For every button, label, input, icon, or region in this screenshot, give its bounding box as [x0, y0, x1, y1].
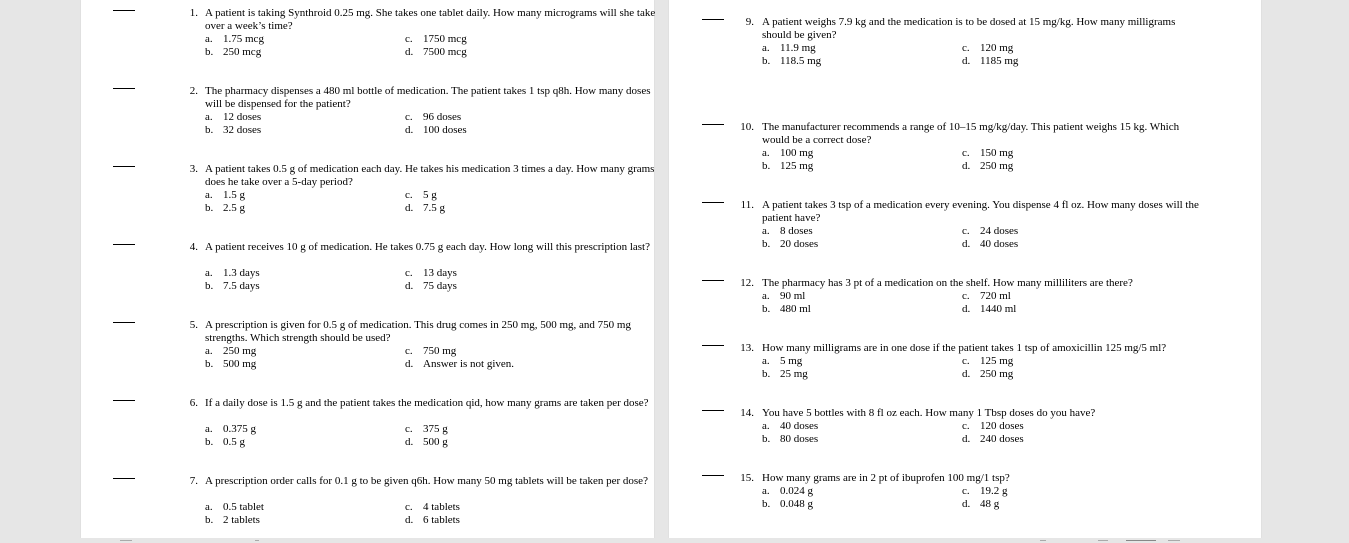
- option-b: b. 118.5 mg: [762, 55, 822, 67]
- document-page-left: [81, 0, 654, 538]
- option-a: a. 5 mg: [762, 355, 803, 367]
- option-b: b. 0.048 g: [762, 498, 813, 510]
- option-a: a. 250 mg: [205, 345, 257, 357]
- answer-blank[interactable]: [113, 478, 135, 479]
- answer-blank[interactable]: [702, 410, 724, 411]
- question-number: 15.: [740, 472, 754, 484]
- status-bar-mark: [1168, 540, 1180, 541]
- option-d: d. 250 mg: [962, 368, 1014, 380]
- question-text: A patient weighs 7.9 kg and the medication is to be dosed at 15 mg/kg. How many milligrams should be given?: [762, 16, 1176, 41]
- option-d: d. 1185 mg: [962, 55, 1019, 67]
- option-a: a. 8 doses: [762, 225, 813, 237]
- option-d: d. 7500 mcg: [405, 46, 467, 58]
- option-a: a. 0.5 tablet: [205, 501, 264, 513]
- option-a: a. 100 mg: [762, 147, 814, 159]
- option-b: b. 20 doses: [762, 238, 819, 250]
- option-b: b. 500 mg: [205, 358, 257, 370]
- question-text: The manufacturer recommends a range of 10–15 mg/kg/day. This patient weighs 15 kg. Which would be a correct dose?: [762, 121, 1180, 146]
- question-text: If a daily dose is 1.5 g and the patient takes the medication qid, how many grams are taken per dose?: [205, 397, 649, 409]
- option-a: a. 12 doses: [205, 111, 262, 123]
- status-bar-mark: [1126, 540, 1156, 541]
- answer-blank[interactable]: [702, 124, 724, 125]
- option-b: b. 7.5 days: [205, 280, 260, 292]
- question-text: How many milligrams are in one dose if the patient takes 1 tsp of amoxicillin 125 mg/5 ml?: [762, 342, 1167, 354]
- option-a: a. 1.75 mcg: [205, 33, 264, 45]
- option-c: c. 1750 mcg: [405, 33, 467, 45]
- option-d: d. Answer is not given.: [405, 358, 515, 370]
- question-text: A prescription order calls for 0.1 g to be given q6h. How many 50 mg tablets will be taken per dose?: [205, 475, 648, 487]
- question-text: A patient takes 3 tsp of a medication every evening. You dispense 4 fl oz. How many doses will the patient have?: [762, 199, 1199, 224]
- option-b: b. 125 mg: [762, 160, 814, 172]
- option-b: b. 0.5 g: [205, 436, 245, 448]
- option-c: c. 375 g: [405, 423, 448, 435]
- status-bar-mark: [120, 540, 132, 541]
- option-a: a. 1.5 g: [205, 189, 245, 201]
- question-text: You have 5 bottles with 8 fl oz each. How many 1 Tbsp doses do you have?: [762, 407, 1096, 419]
- option-a: a. 90 ml: [762, 290, 806, 302]
- option-b: b. 80 doses: [762, 433, 819, 445]
- option-c: c. 720 ml: [962, 290, 1011, 302]
- option-d: d. 6 tablets: [405, 514, 460, 526]
- status-bar-mark: [255, 540, 259, 541]
- question-text: The pharmacy has 3 pt of a medication on the shelf. How many milliliters are there?: [762, 277, 1133, 289]
- answer-blank[interactable]: [113, 322, 135, 323]
- answer-blank[interactable]: [113, 244, 135, 245]
- question-text: How many grams are in 2 pt of ibuprofen 100 mg/1 tsp?: [762, 472, 1010, 484]
- option-c: c. 125 mg: [962, 355, 1014, 367]
- question-number: 10.: [740, 121, 754, 133]
- option-c: c. 19.2 g: [962, 485, 1008, 497]
- question-text: A prescription is given for 0.5 g of medication. This drug comes in 250 mg, 500 mg, and 750 mg strengths. Which strength should be used?: [205, 319, 631, 344]
- option-a: a. 0.024 g: [762, 485, 813, 497]
- option-a: a. 1.3 days: [205, 267, 260, 279]
- question-number: 3.: [189, 163, 198, 175]
- question-number: 4.: [189, 241, 198, 253]
- question-number: 14.: [740, 407, 754, 419]
- answer-blank[interactable]: [702, 19, 724, 20]
- status-bar-mark: [1040, 540, 1046, 541]
- option-d: d. 1440 ml: [962, 303, 1017, 315]
- option-d: d. 100 doses: [405, 124, 467, 136]
- status-bar-mark: [1098, 540, 1108, 541]
- answer-blank[interactable]: [113, 166, 135, 167]
- answer-blank[interactable]: [113, 400, 135, 401]
- option-d: d. 240 doses: [962, 433, 1024, 445]
- option-c: c. 150 mg: [962, 147, 1014, 159]
- option-d: d. 250 mg: [962, 160, 1014, 172]
- option-c: c. 13 days: [405, 267, 457, 279]
- answer-blank[interactable]: [113, 10, 135, 11]
- question-text: A patient takes 0.5 g of medication each day. He takes his medication 3 times a day. How many grams does he take over a 5-day period?: [205, 163, 655, 188]
- option-b: b. 32 doses: [205, 124, 262, 136]
- option-d: d. 75 days: [405, 280, 457, 292]
- option-c: c. 96 doses: [405, 111, 462, 123]
- option-b: b. 480 ml: [762, 303, 811, 315]
- document-page-right: [669, 0, 1261, 538]
- option-b: b. 250 mcg: [205, 46, 262, 58]
- option-d: d. 500 g: [405, 436, 448, 448]
- option-b: b. 2.5 g: [205, 202, 245, 214]
- question-number: 12.: [740, 277, 754, 289]
- question-number: 11.: [740, 199, 754, 211]
- question-number: 5.: [189, 319, 198, 331]
- option-c: c. 750 mg: [405, 345, 457, 357]
- question-number: 6.: [189, 397, 198, 409]
- option-d: d. 40 doses: [962, 238, 1019, 250]
- option-a: a. 11.9 mg: [762, 42, 816, 54]
- answer-blank[interactable]: [702, 202, 724, 203]
- answer-blank[interactable]: [702, 280, 724, 281]
- question-number: 7.: [189, 475, 198, 487]
- option-c: c. 24 doses: [962, 225, 1019, 237]
- question-text: The pharmacy dispenses a 480 ml bottle of medication. The patient takes 1 tsp q8h. How many doses will be dispensed for the patient?: [205, 85, 651, 110]
- question-text: A patient receives 10 g of medication. He takes 0.75 g each day. How long will this prescription last?: [205, 241, 650, 253]
- question-number: 9.: [745, 16, 754, 28]
- option-a: a. 40 doses: [762, 420, 819, 432]
- option-d: d. 48 g: [962, 498, 1000, 510]
- option-c: c. 120 doses: [962, 420, 1024, 432]
- question-number: 2.: [189, 85, 198, 97]
- question-number: 1.: [189, 7, 198, 19]
- option-b: b. 25 mg: [762, 368, 808, 380]
- answer-blank[interactable]: [702, 475, 724, 476]
- option-c: c. 4 tablets: [405, 501, 460, 513]
- option-c: c. 5 g: [405, 189, 437, 201]
- answer-blank[interactable]: [113, 88, 135, 89]
- question-number: 13.: [740, 342, 754, 354]
- option-b: b. 2 tablets: [205, 514, 260, 526]
- option-a: a. 0.375 g: [205, 423, 256, 435]
- option-d: d. 7.5 g: [405, 202, 445, 214]
- status-bar-edge: [0, 538, 1349, 543]
- answer-blank[interactable]: [702, 345, 724, 346]
- question-text: A patient is taking Synthroid 0.25 mg. She takes one tablet daily. How many micrograms will she take over a week’s time?: [205, 7, 656, 32]
- option-c: c. 120 mg: [962, 42, 1014, 54]
